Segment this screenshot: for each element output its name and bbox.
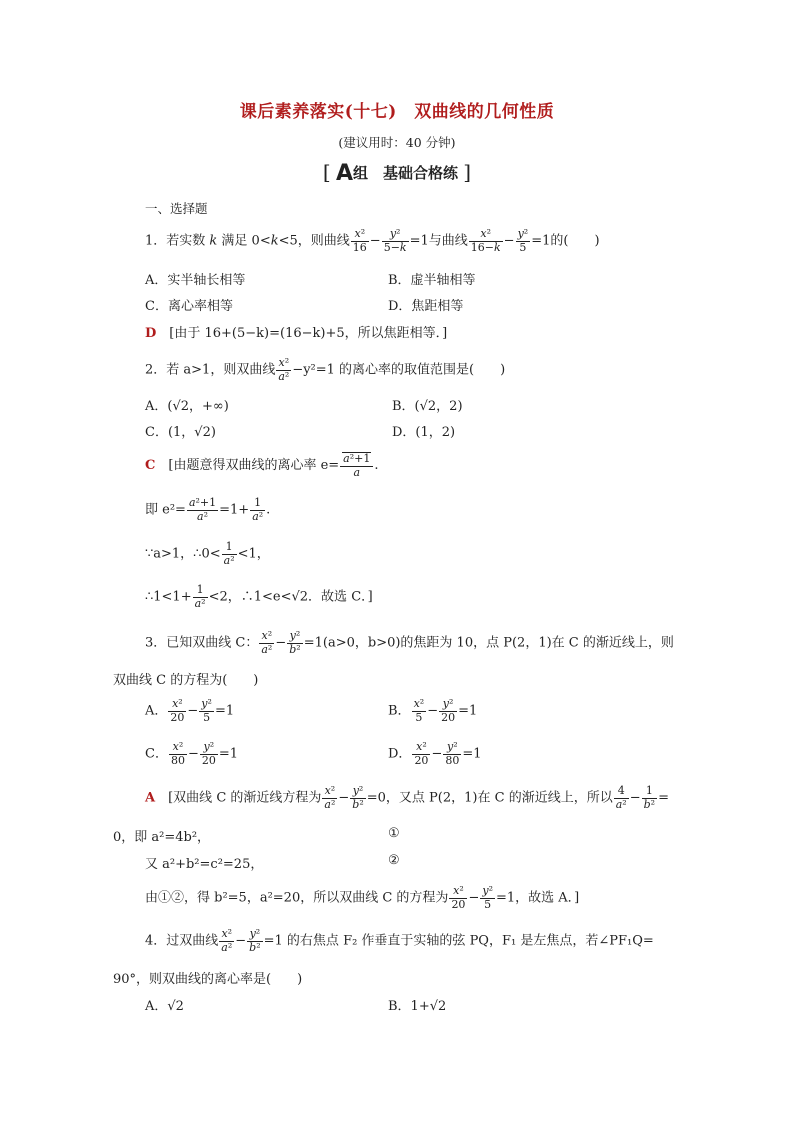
- q2-option-c: C．(1，√2): [145, 425, 216, 440]
- q4-option-a: A．√2: [145, 999, 184, 1014]
- q3-explanation-4: 由①②，得 b²=5，a²=20，所以双曲线 C 的方程为 $\frac{\text{x²}}{20}$ − $\frac{\text{y²}}{5}$ =1，故选 A．]: [145, 884, 580, 911]
- q2-option-d: D．(1，2): [392, 425, 456, 440]
- question-4-line-2: 90°，则双曲线的离心率是( ): [113, 972, 303, 987]
- question-1-stem: 1．若实数 k 满足 0<k<5，则曲线 $\frac{\text{x²}}{16}$ − $\frac{\text{y²}}{5-k}$ =1与曲线 $\frac{\text{x²}}{16-k}$ − $\frac{\text{y²}}{5}$ =1的( ): [145, 227, 600, 254]
- q2-explanation-4: ∴1<1+ $\frac{1}{\text{a²}}$ <2，∴1<e<√2．故选 C．]: [145, 583, 373, 610]
- q2-explanation-1: C [由题意得双曲线的离心率 e= $\frac{\text{a²+1}}{a}$ .: [145, 452, 379, 479]
- question-4-line-1: 4．过双曲线 $\frac{\text{x²}}{\text{a²}}$ − $\frac{\text{y²}}{\text{b²}}$ =1 的右焦点 F₂ 作垂直于实轴的弦 PQ，F₁ 是左焦点，若∠PF₁Q=: [145, 927, 654, 954]
- q1-option-c: C．离心率相等: [145, 299, 233, 314]
- q1-option-a: A．实半轴长相等: [145, 273, 246, 288]
- q3-answer: A: [145, 790, 156, 806]
- page-title: 课后素养落实(十七) 双曲线的几何性质: [239, 102, 555, 122]
- q3-explanation-2: 0，即 a²=4b²，: [113, 830, 211, 845]
- q2-explanation-3: ∵a>1，∴0< $\frac{1}{\text{a²}}$ <1，: [145, 540, 270, 567]
- q3-explanation-3: 又 a²+b²=c²=25，: [145, 857, 264, 872]
- group-bracket-close: ]: [463, 160, 472, 184]
- equation-mark-2: ②: [388, 853, 400, 868]
- q1-explanation: D [由于 16+(5−k)=(16−k)+5，所以焦距相等．]: [145, 326, 448, 341]
- section-heading: 一、选择题: [145, 201, 208, 216]
- group-bracket-open: [: [322, 160, 331, 184]
- q1-option-b: B．虚半轴相等: [388, 273, 476, 288]
- q3-option-d: D． $\frac{\text{x²}}{20}$ − $\frac{\text{y²}}{80}$ =1: [388, 740, 482, 767]
- q2-option-a: A．(√2，+∞): [145, 399, 229, 414]
- group-heading: [0, 160, 794, 186]
- q3-explanation-1: A [双曲线 C 的渐近线方程为 $\frac{\text{x²}}{\text{a²}}$ − $\frac{\text{y²}}{\text{b²}}$ =0，又点 P(2，1)在 C 的渐近线上，所以 $\frac{4}{\text{a²}}$ − $\frac{1}{\text{b²}}$ =: [145, 784, 669, 811]
- q3-option-a: A． $\frac{\text{x²}}{20}$ − $\frac{\text{y²}}{5}$ =1: [145, 697, 235, 724]
- q2-explanation-2: 即 e²= $\frac{\text{a²+1}}{\text{a²}}$ =1+ $\frac{1}{\text{a²}}$ .: [145, 496, 271, 523]
- suggested-time: (建议用时：40 分钟): [338, 135, 456, 150]
- q1-answer: D: [145, 326, 157, 341]
- group-letter: A: [335, 161, 353, 186]
- q3-option-b: B． $\frac{\text{x²}}{5}$ − $\frac{\text{y²}}{20}$ =1: [388, 697, 478, 724]
- equation-mark-1: ①: [388, 826, 400, 841]
- question-3-line-2: 双曲线 C 的方程为( ): [113, 673, 259, 688]
- q2-option-b: B．(√2，2): [392, 399, 463, 414]
- q3-option-c: C． $\frac{\text{x²}}{80}$ − $\frac{\text{y²}}{20}$ =1: [145, 740, 239, 767]
- question-2-stem: 2．若 a>1，则双曲线 $\frac{\text{x²}}{\text{a²}}$ −y²=1 的离心率的取值范围是( ): [145, 356, 506, 383]
- q1-option-d: D．焦距相等: [388, 299, 464, 314]
- q2-answer: C: [145, 458, 156, 474]
- group-label: 组 基础合格练: [353, 164, 459, 182]
- question-3-line-1: 3．已知双曲线 C： $\frac{\text{x²}}{\text{a²}}$ − $\frac{\text{y²}}{\text{b²}}$ =1(a>0，b>0)的焦距为 10，点 P(2，1)在 C 的渐近线上，则: [145, 629, 674, 656]
- q4-option-b: B．1+√2: [388, 999, 447, 1014]
